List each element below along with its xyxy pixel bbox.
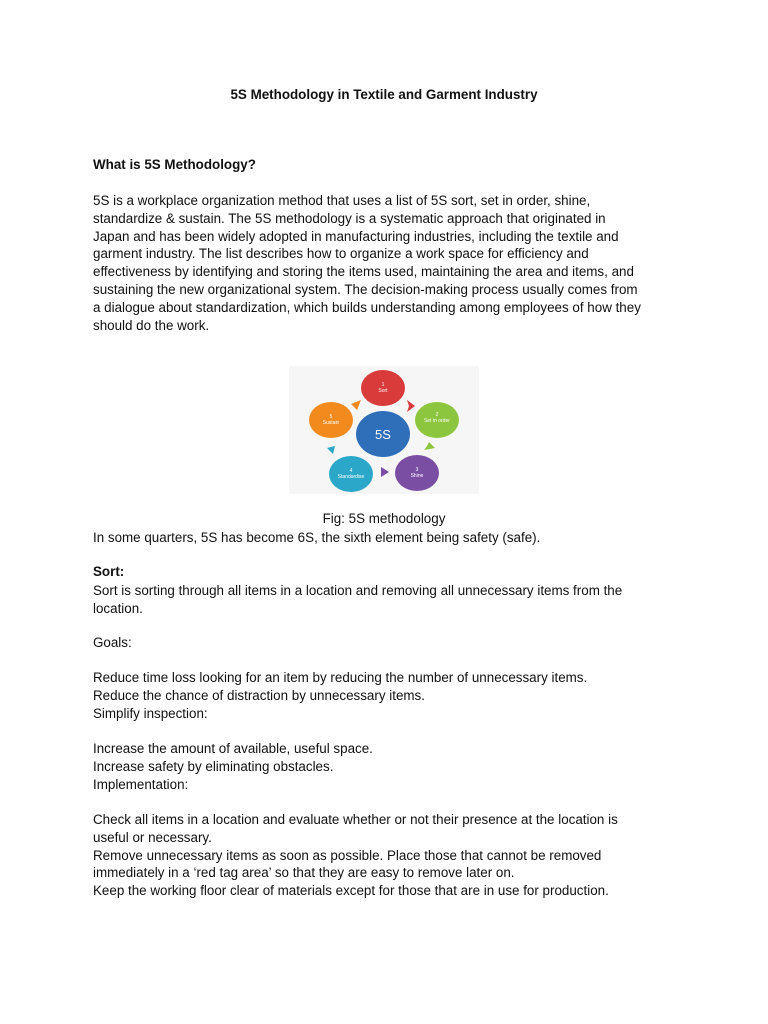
paragraph-line: effectiveness by identifying and storing the items used, maintaining the area and items, and [93,264,634,280]
goals-label: Goals: [93,635,132,650]
list-item: immediately in a ‘red tag area’ so that they are easy to remove later on. [93,865,515,881]
sort-heading: Sort: [93,564,125,579]
figure-caption: Fig: 5S methodology [322,511,446,526]
paragraph-line: a dialogue about standardization, which builds understanding among employees of how they [93,299,641,315]
sort-description [93,582,683,618]
node-sort-label: Sort [378,388,388,394]
list-item: useful or necessary. [93,829,212,845]
six-s-note: In some quarters, 5S has become 6S, the sixth element being safety (safe). [93,530,541,545]
5s-diagram [289,366,479,494]
list-item: Keep the working floor clear of materials except for those that are in use for production. [93,883,609,899]
intro-paragraph [93,192,683,334]
center-label: 5S [375,427,391,442]
paragraph-line: Japan and has been widely adopted in manufacturing industries, including the textile and [93,228,619,244]
paragraph-line: garment industry. The list describes how to organize a work space for efficiency and [93,246,589,262]
paragraph-line: Sort is sorting through all items in a location and removing all unnecessary items from the [93,583,623,598]
paragraph-line: should do the work. [93,317,210,333]
node-sort-num: 1 [381,382,385,388]
list-item: Check all items in a location and evaluate whether or not their presence at the location is [93,812,618,827]
more-goals-list [93,740,683,793]
list-item: Implementation: [93,776,189,792]
list-item: Remove unnecessary items as soon as possible. Place those that cannot be removed [93,847,602,863]
section-heading-what-is-5s: What is 5S Methodology? [93,157,256,172]
node-shine-label: Shine [410,473,424,479]
list-item: Reduce time loss looking for an item by reducing the number of unnecessary items. [93,670,588,685]
list-item: Simplify inspection: [93,705,208,721]
implementation-list [93,811,683,900]
document-title: 5S Methodology in Textile and Garment Industry [230,87,538,102]
list-item: Increase safety by eliminating obstacles. [93,758,334,774]
node-sustain-num: 5 [329,414,333,420]
list-item: Reduce the chance of distraction by unnecessary items. [93,687,425,703]
paragraph-line: sustaining the new organizational system. The decision-making process usually comes from [93,281,638,297]
list-item: Increase the amount of available, useful space. [93,741,373,756]
node-standardise-num: 4 [349,468,353,474]
node-set-in-order-label: Set in order [424,418,450,424]
node-set-in-order-num: 2 [435,412,439,418]
paragraph-line: standardize & sustain. The 5S methodology is a systematic approach that originated in [93,210,606,226]
goals-list [93,669,683,722]
node-sustain-label: Sustain [322,420,340,426]
node-standardise-label: Standardise [337,474,365,480]
paragraph-line: 5S is a workplace organization method that uses a list of 5S sort, set in order, shine, [93,193,591,208]
paragraph-line: location. [93,600,143,616]
node-shine-num: 3 [415,467,419,473]
